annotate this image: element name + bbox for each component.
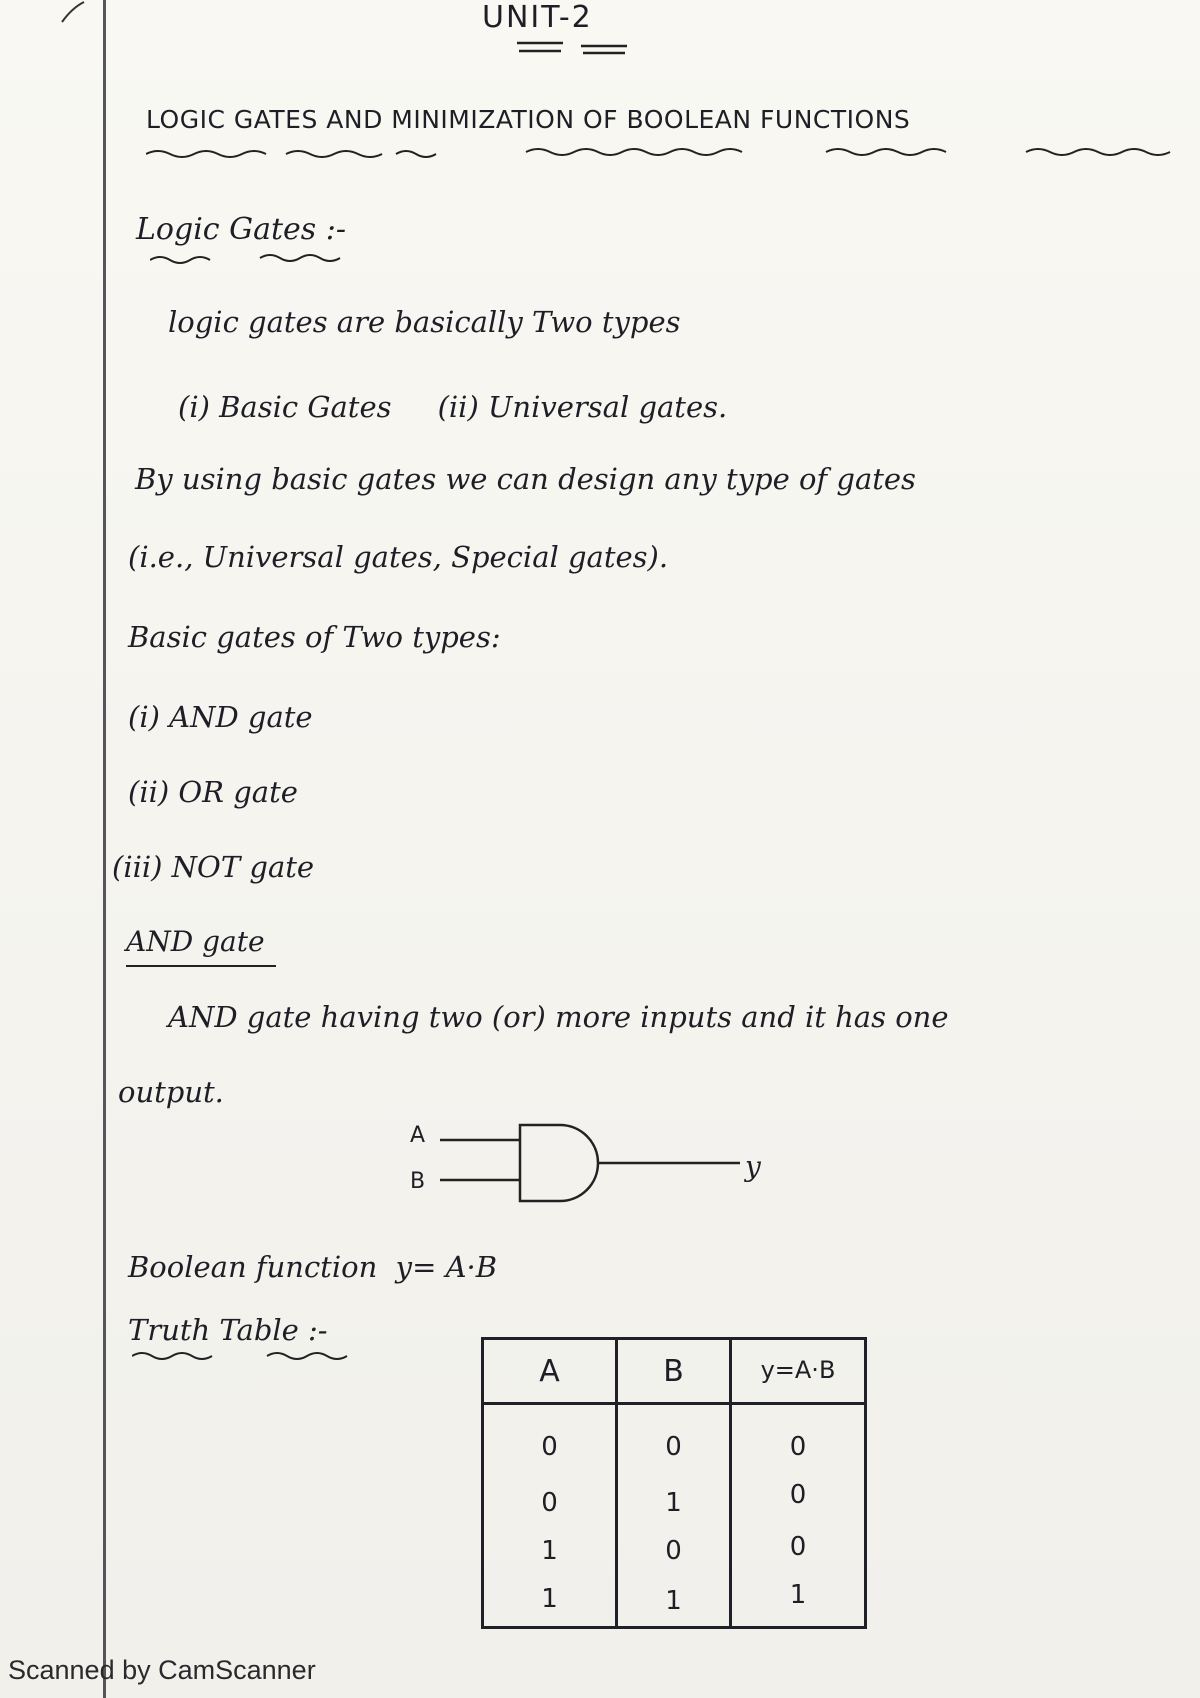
- truth-table-header-y: y=A·B: [760, 1356, 836, 1384]
- truth-table-cell: 0: [541, 1432, 558, 1462]
- gate-input-a-label: A: [410, 1123, 426, 1148]
- chapter-heading-underline: [146, 146, 1176, 160]
- truth-table-cell: 0: [789, 1432, 807, 1462]
- corner-pen-mark: [60, 0, 100, 24]
- and-gate-underline: [126, 962, 286, 972]
- truth-table: [481, 1337, 867, 1629]
- intro-line: logic gates are basically Two types: [168, 305, 681, 339]
- design-line-2: (i.e., Universal gates, Special gates).: [128, 540, 669, 574]
- design-line-1: By using basic gates we can design any type of gates: [135, 462, 916, 496]
- scanner-watermark: Scanned by CamScanner: [8, 1655, 316, 1685]
- and-gate-title: AND gate: [126, 925, 265, 958]
- gate-input-b-label: B: [410, 1169, 426, 1194]
- gate-types-line: (i) Basic Gates (ii) Universal gates.: [178, 390, 728, 424]
- basic-gate-item-or: (ii) OR gate: [128, 775, 298, 809]
- truth-table-header-a: A: [539, 1354, 560, 1389]
- truth-table-header-b: B: [663, 1354, 684, 1389]
- truth-table-cell: 0: [665, 1432, 682, 1462]
- margin-line: [103, 0, 106, 1698]
- truth-table-cell: 1: [665, 1488, 682, 1518]
- gate-output-label: y: [745, 1150, 761, 1183]
- truth-table-cell: 0: [541, 1488, 558, 1518]
- truth-table-cell: 1: [789, 1580, 807, 1610]
- and-gate-diagram: [400, 1120, 800, 1230]
- truth-table-underline: [132, 1350, 372, 1362]
- truth-table-title: Truth Table :-: [128, 1313, 328, 1347]
- boolean-function: Boolean function y= A·B: [128, 1250, 498, 1284]
- logic-gates-underline: [150, 252, 350, 266]
- truth-table-cell: 0: [789, 1480, 807, 1510]
- basic-gates-intro: Basic gates of Two types:: [128, 620, 501, 654]
- truth-table-cell: 0: [789, 1532, 807, 1562]
- gate-body: [520, 1125, 598, 1201]
- truth-table-cell: 0: [665, 1536, 682, 1566]
- truth-table-cell: 1: [665, 1586, 682, 1616]
- and-gate-desc-2: output.: [118, 1075, 224, 1109]
- truth-table-cell: 1: [541, 1536, 558, 1566]
- and-gate-desc-1: AND gate having two (or) more inputs and it has one: [168, 1000, 949, 1034]
- basic-gate-item-and: (i) AND gate: [128, 700, 313, 734]
- basic-gate-item-not: (iii) NOT gate: [112, 850, 315, 884]
- unit-title-underline: [515, 40, 635, 56]
- logic-gates-title: Logic Gates :-: [136, 212, 346, 247]
- chapter-heading: LOGIC GATES AND MINIMIZATION OF BOOLEAN FUNCTIONS: [146, 105, 911, 134]
- unit-title: UNIT-2: [482, 0, 593, 35]
- truth-table-cell: 1: [541, 1584, 558, 1614]
